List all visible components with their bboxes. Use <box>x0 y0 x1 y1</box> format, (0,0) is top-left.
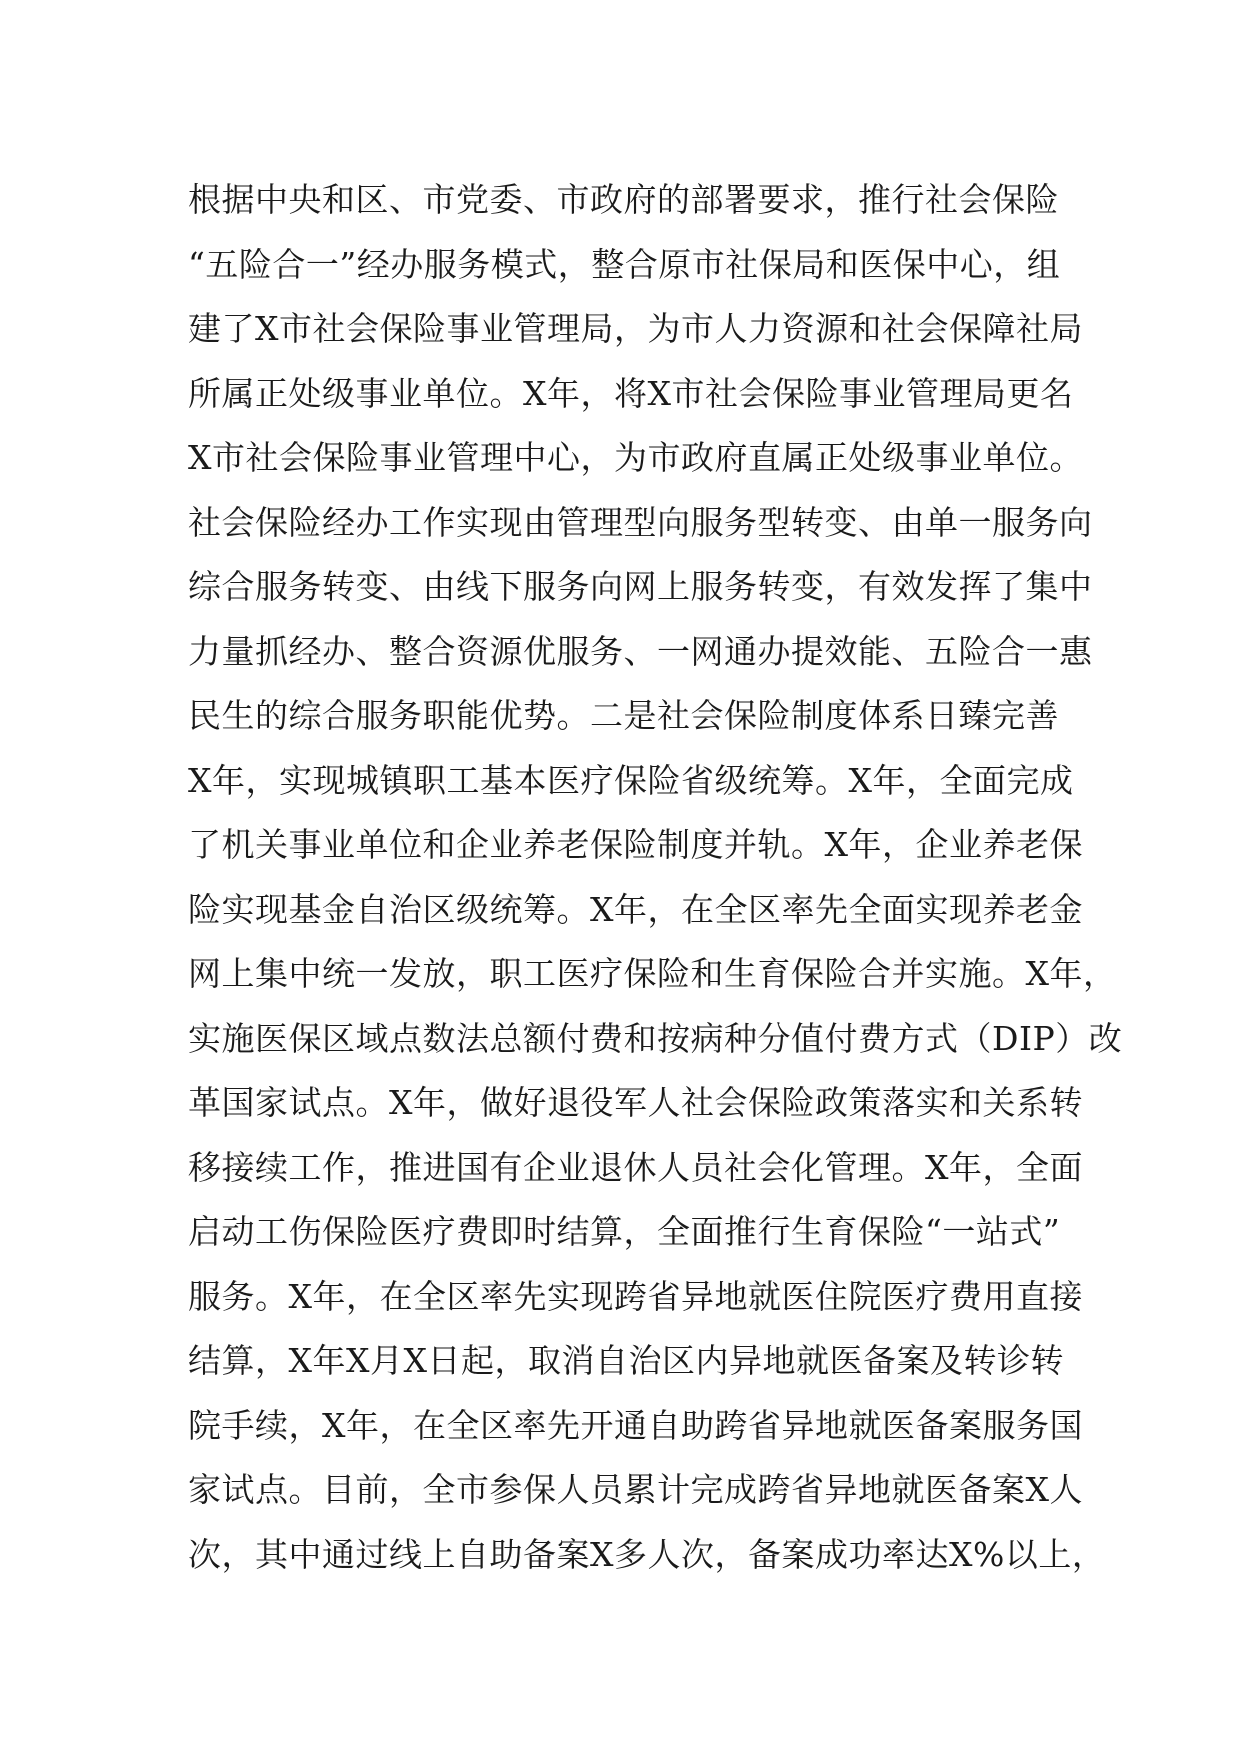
text-line: 民生的综合服务职能优势。二是社会保险制度体系日臻完善 <box>188 696 1059 735</box>
text-line: 网上集中统一发放，职工医疗保险和生育保险合并实施。X年， <box>188 954 1117 993</box>
body-text <box>188 168 1123 1587</box>
text-line: 建了X市社会保险事业管理局，为市人力资源和社会保障社局 <box>188 309 1083 348</box>
text-line: 革国家试点。X年，做好退役军人社会保险政策落实和关系转 <box>188 1083 1083 1122</box>
text-line: 所属正处级事业单位。X年，将X市社会保险事业管理局更名 <box>188 373 1074 413</box>
text-line: 启动工伤保险医疗费即时结算，全面推行生育保险“一站式” <box>188 1212 1061 1251</box>
text-line: 实施医保区域点数法总额付费和按病种分值付费方式（DIP）改 <box>188 1018 1123 1058</box>
text-line: 服务。X年，在全区率先实现跨省异地就医住院医疗费用直接 <box>188 1276 1083 1316</box>
text-line: 力量抓经办、整合资源优服务、一网通办提效能、五险合一惠 <box>188 631 1093 671</box>
text-line: “五险合一”经办服务模式，整合原市社保局和医保中心，组 <box>188 244 1061 284</box>
text-line: 结算，X年X月X日起，取消自治区内异地就医备案及转诊转 <box>188 1341 1064 1380</box>
text-line: 家试点。目前，全市参保人员累计完成跨省异地就医备案X人 <box>188 1470 1083 1509</box>
text-line: 了机关事业单位和企业养老保险制度并轨。X年，企业养老保 <box>188 825 1083 864</box>
text-line: 综合服务转变、由线下服务向网上服务转变，有效发挥了集中 <box>188 567 1093 606</box>
text-line: 移接续工作，推进国有企业退休人员社会化管理。X年，全面 <box>188 1147 1083 1187</box>
text-line: 根据中央和区、市党委、市政府的部署要求，推行社会保险 <box>188 180 1059 219</box>
text-line: 险实现基金自治区级统筹。X年，在全区率先全面实现养老金 <box>188 889 1083 929</box>
text-line: 社会保险经办工作实现由管理型向服务型转变、由单一服务向 <box>188 502 1093 542</box>
text-line: X市社会保险事业管理中心，为市政府直属正处级事业单位。 <box>188 438 1083 477</box>
text-line: 次，其中通过线上自助备案X多人次，备案成功率达X%以上， <box>188 1534 1106 1574</box>
text-line: 院手续，X年，在全区率先开通自助跨省异地就医备案服务国 <box>188 1405 1083 1445</box>
text-line: X年，实现城镇职工基本医疗保险省级统筹。X年，全面完成 <box>188 760 1074 800</box>
